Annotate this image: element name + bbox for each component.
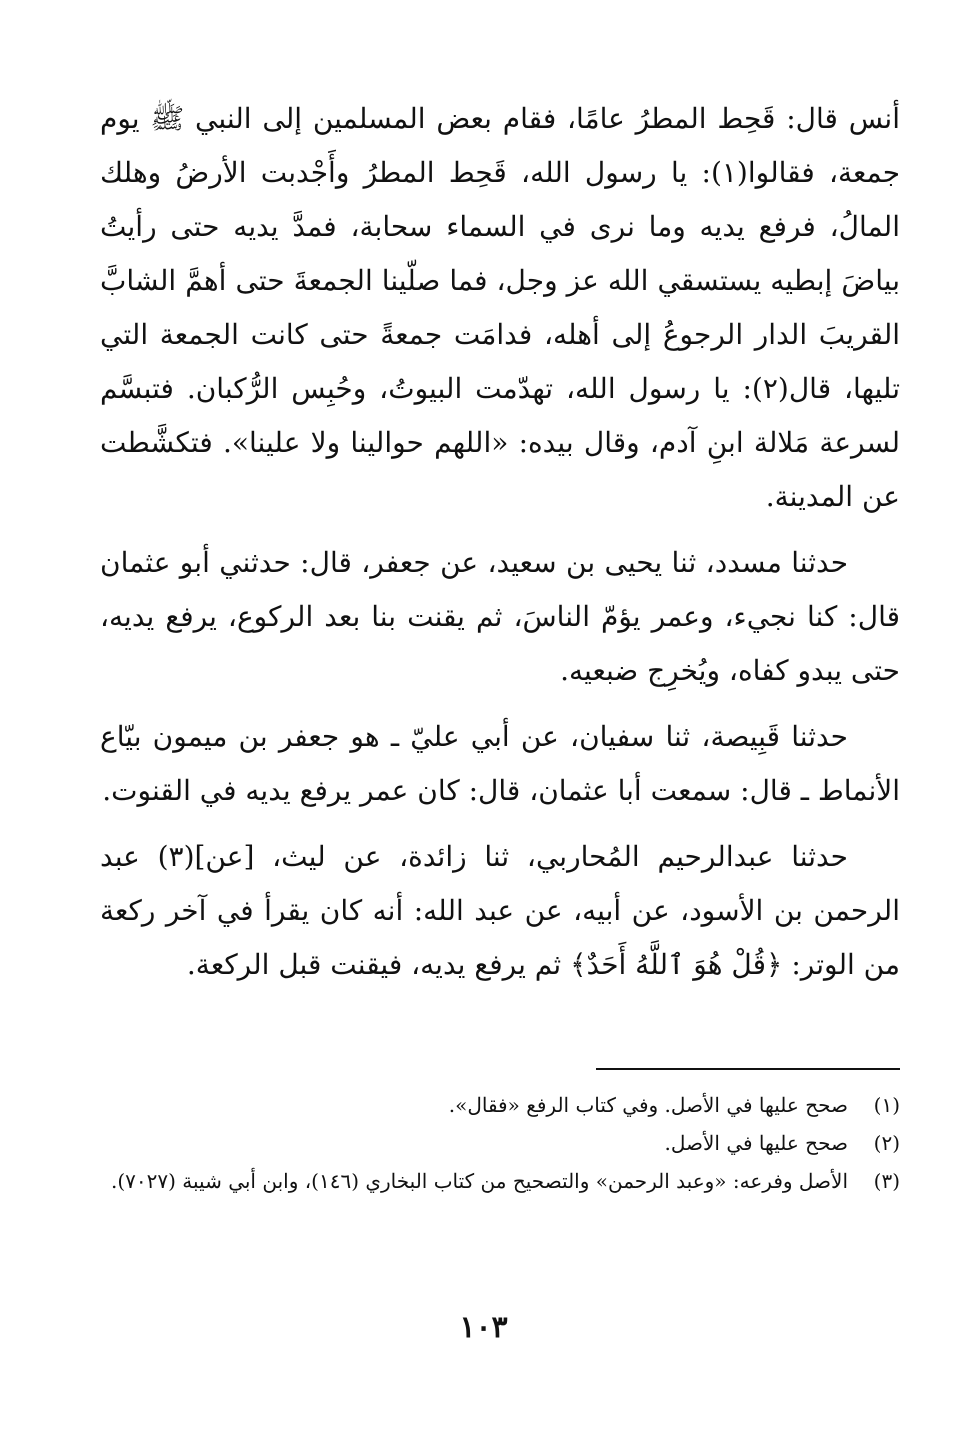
- footnote-1-text: صحح عليها في الأصل. وفي كتاب الرفع «فقال».: [448, 1093, 848, 1117]
- footnote-3: [100, 1162, 900, 1200]
- footnote-2-text: صحح عليها في الأصل.: [664, 1131, 848, 1155]
- paragraph-abdulrahim-hadith: حدثنا عبدالرحيم المُحاربي، ثنا زائدة، عن ليث، [عن](٣) عبد الرحمن بن الأسود، عن أبيه، عن عبد الله: أنه كان يقرأ في آخر ركعة من الوتر: ﴿قُلْ هُوَ ٱللَّهُ أَحَدٌ﴾ ثم يرفع يديه، فيقنت قبل الركعة.: [100, 840, 900, 981]
- footnote-2: [100, 1124, 900, 1162]
- footnote-1-number: (١): [873, 1093, 900, 1117]
- page-number: ١٠٣: [459, 1310, 508, 1345]
- footnote-divider: [596, 1068, 900, 1070]
- paragraph-anas-hadith: أنس قال: قَحِط المطرُ عامًا، فقام بعض المسلمين إلى النبي ﷺ يوم جمعة، فقالوا(١): يا رسول الله، قَحِط المطرُ وأَجْدبت الأرضُ وهلك المالُ، فرفع يديه وما نرى في السماء سحابة، فمدَّ يديه حتى رأيتُ بياضَ إبطيه يستسقي الله عز وجل، فما صلّينا الجمعةَ حتى أهمَّ الشابَّ القريبَ الدار الرجوعُ إلى أهله، فدامَت جمعةً حتى كانت الجمعة التي تليها، قال(٢): يا رسول الله، تهدّمت البيوتُ، وحُبِس الرُّكبان. فتبسَّم لسرعة مَلالة ابنِ آدم، وقال بيده: «اللهم حوالينا ولا علينا». فتكشَّطت عن المدينة.: [100, 102, 900, 513]
- footnotes: [100, 1086, 900, 1200]
- paragraph-musaddad-hadith: حدثنا مسدد، ثنا يحيى بن سعيد، عن جعفر، قال: حدثني أبو عثمان قال: كنا نجيء، وعمر يؤمّ الناسَ، ثم يقنت بنا بعد الركوع، يرفع يديه، حتى يبدو كفاه، ويُخرِج ضبعيه.: [100, 546, 900, 687]
- main-text: [100, 92, 900, 1004]
- footnote-3-text: الأصل وفرعه: «وعبد الرحمن» والتصحيح من كتاب البخاري (١٤٦)، وابن أبي شيبة (٧٠٢٧).: [110, 1169, 848, 1193]
- footnote-1: [100, 1086, 900, 1124]
- footnote-2-number: (٢): [873, 1131, 900, 1155]
- paragraph-qabisa-hadith: حدثنا قَبِيصة، ثنا سفيان، عن أبي عليّ ـ هو جعفر بن ميمون بيّاع الأنماط ـ قال: سمعت أبا عثمان، قال: كان عمر يرفع يديه في القنوت.: [100, 720, 900, 807]
- footnote-3-number: (٣): [873, 1169, 900, 1193]
